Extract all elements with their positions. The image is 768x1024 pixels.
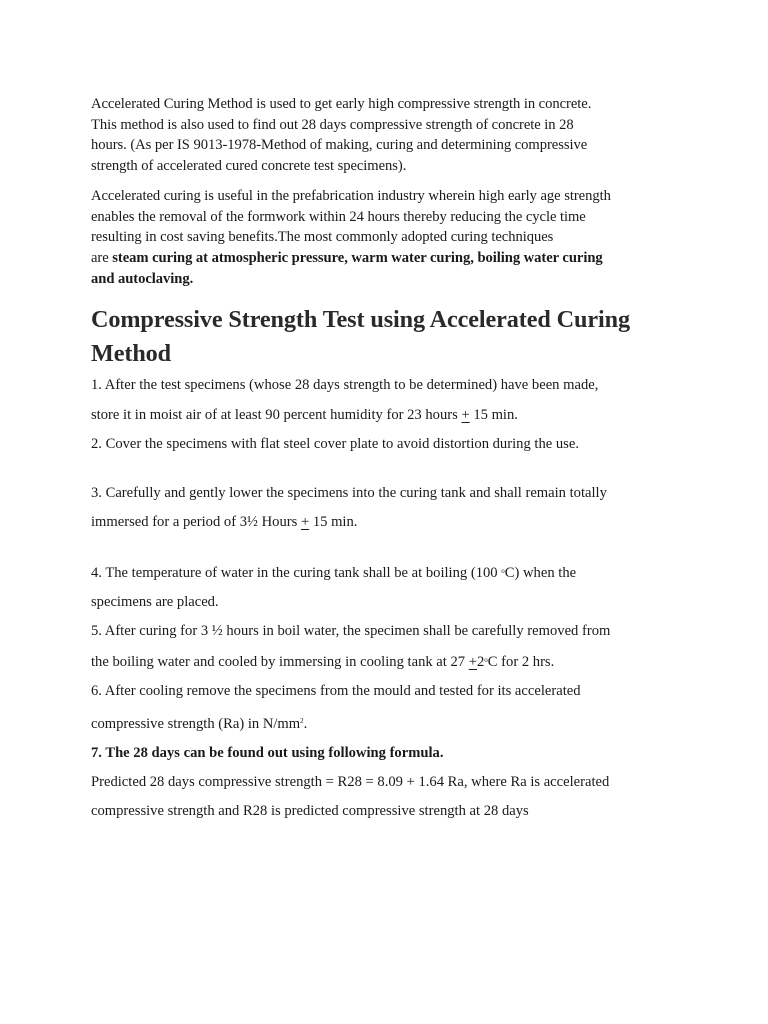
section-heading — [91, 303, 688, 370]
step-4-line-1 — [91, 557, 688, 588]
step-4-line-2: specimens are placed. — [91, 593, 219, 610]
intro-p2-line-2: enables the removal of the formwork within 24 hours thereby reducing the cycle time — [91, 208, 586, 225]
step-4-tail: C) when the — [504, 564, 577, 581]
step-6-line-1: 6. After cooling remove the specimens from the mould and tested for its accelerated — [91, 683, 581, 700]
step-4-text: 4. The temperature of water in the curing tank shall be at boiling (100 — [91, 564, 502, 581]
step-5-line-1: 5. After curing for 3 ½ hours in boil water, the specimen shall be carefully removed from — [91, 622, 611, 639]
step-6-line-2 — [91, 707, 688, 739]
step-5-line-2 — [91, 646, 688, 677]
intro-p1-line-4: strength of accelerated cured concrete test specimens). — [91, 158, 407, 175]
formula-line-2: compressive strength and R28 is predicted compressive strength at 28 days — [91, 803, 529, 820]
procedure-steps — [91, 371, 688, 826]
step-1-line-1: 1. After the test specimens (whose 28 days strength to be determined) have been made, — [91, 377, 599, 394]
superscript-2: 2 — [300, 716, 304, 725]
step-6-text: compressive strength (Ra) in N/mm — [91, 715, 301, 732]
step-1-tail: 15 min. — [469, 406, 518, 423]
plus-minus-symbol: + — [300, 513, 310, 530]
section-heading-line-1: Compressive Strength Test using Accelerated Curing — [91, 306, 630, 334]
spacer — [91, 537, 688, 557]
intro-section — [91, 94, 688, 289]
step-5-tail: C for 2 hrs. — [487, 654, 555, 671]
spacer — [91, 459, 688, 479]
step-1-line-2 — [91, 401, 688, 430]
intro-p1-line-2: This method is also used to find out 28 days compressive strength of concrete in 28 — [91, 116, 574, 133]
section-heading-line-2: Method — [91, 339, 172, 367]
curing-techniques-bold-2: and autoclaving. — [91, 270, 194, 287]
step-5-tolerance: 2 — [476, 654, 485, 671]
intro-p2-prefix: are — [91, 249, 113, 266]
step-5-text: the boiling water and cooled by immersing in cooling tank at 27 — [91, 654, 469, 671]
formula-line-1: Predicted 28 days compressive strength = R28 = 8.09 + 1.64 Ra, where Ra is accelerated — [91, 773, 610, 790]
step-3-tail: 15 min. — [309, 513, 358, 530]
intro-paragraph-1 — [91, 94, 688, 177]
intro-p1-line-1: Accelerated Curing Method is used to get early high compressive strength in concrete. — [91, 96, 592, 112]
step-6-tail: . — [303, 715, 308, 732]
step-3-text: immersed for a period of 3½ Hours — [91, 513, 301, 530]
step-1-text: store it in moist air of at least 90 percent humidity for 23 hours — [91, 406, 462, 423]
plus-minus-symbol: + — [461, 406, 470, 423]
plus-minus-symbol: + — [468, 654, 477, 671]
step-3-line-2 — [91, 508, 688, 537]
step-2: 2. Cover the specimens with flat steel cover plate to avoid distortion during the use. — [91, 435, 579, 452]
step-3-line-1: 3. Carefully and gently lower the specimens into the curing tank and shall remain totally — [91, 484, 607, 501]
intro-paragraph-2 — [91, 186, 688, 290]
intro-p1-line-3: hours. (As per IS 9013-1978-Method of making, curing and determining compressive — [91, 137, 588, 154]
curing-techniques-bold-1: steam curing at atmospheric pressure, warm water curing, boiling water curing — [112, 249, 603, 266]
intro-p2-line-3: resulting in cost saving benefits.The most commonly adopted curing techniques — [91, 229, 554, 246]
degree-symbol: o — [501, 566, 505, 575]
intro-p2-line-1: Accelerated curing is useful in the prefabrication industry wherein high early age strength — [91, 187, 611, 204]
step-7: 7. The 28 days can be found out using following formula. — [91, 744, 444, 761]
degree-symbol: o — [484, 656, 488, 665]
